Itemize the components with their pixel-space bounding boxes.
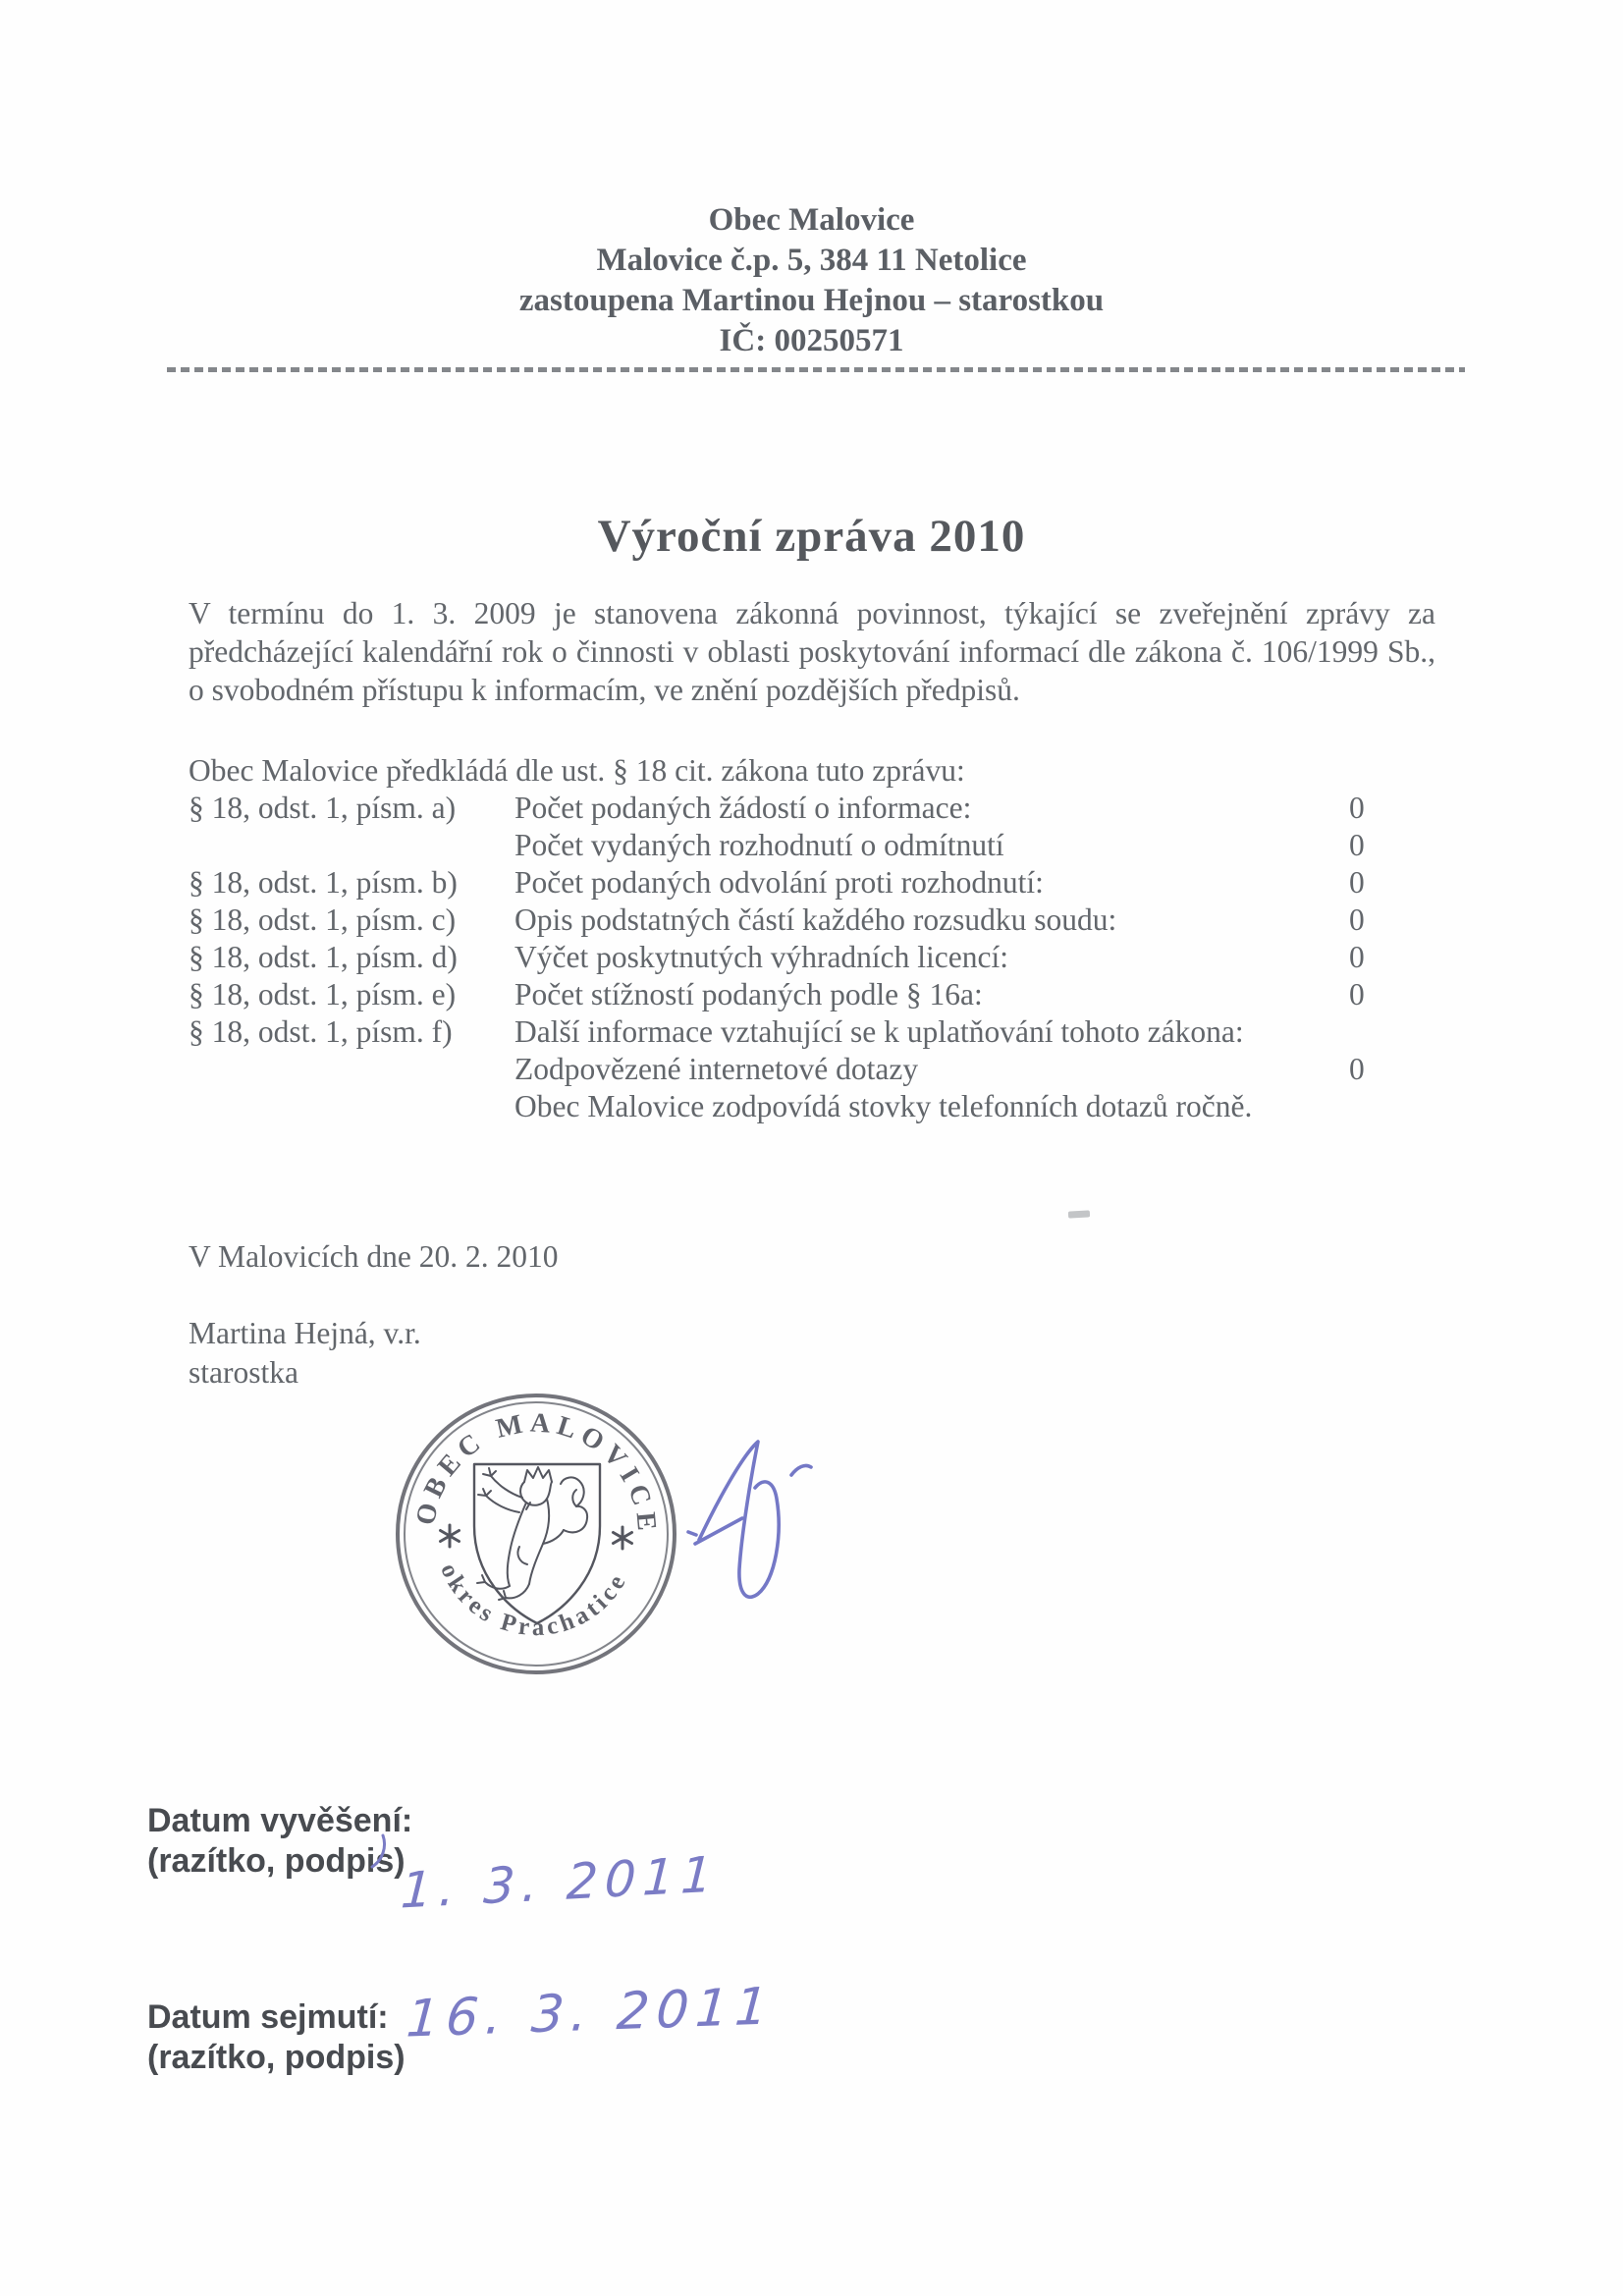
row-ref: § 18, odst. 1, písm. a) [189, 791, 457, 825]
row-ref: § 18, odst. 1, písm. d) [189, 940, 458, 974]
letterhead-address: Malovice č.p. 5, 384 11 Netolice [596, 243, 1027, 278]
stamp-lion-icon [477, 1467, 587, 1600]
row-text: Výčet poskytnutých výhradních licencí: [514, 940, 1008, 974]
table-row [189, 976, 1435, 1013]
pen-stroke-artifact [365, 1832, 391, 1872]
row-ref [189, 827, 514, 864]
table-row [189, 1088, 1435, 1125]
row-ref: § 18, odst. 1, písm. f) [189, 1014, 453, 1049]
signer-block [189, 1314, 421, 1393]
signer-role: starostka [189, 1355, 298, 1390]
intro-paragraph: V termínu do 1. 3. 2009 je stanovena zákonná povinnost, týkající se zveřejnění zprávy za předcházející kalendářní rok o činnosti v oblasti poskytování informací dle zákona č. 106/1999 Sb., o svobodném přístupu k informacím, ve znění pozdějších předpisů. [189, 596, 1435, 707]
row-value: 0 [1349, 1052, 1365, 1086]
scan-artifact-dash [1068, 1210, 1090, 1218]
removal-date-label: Datum sejmutí: [147, 1998, 389, 2036]
letterhead-org-name: Obec Malovice [708, 202, 915, 238]
signature-ink [685, 1434, 823, 1611]
row-text: Zodpovězené internetové dotazy [514, 1052, 919, 1086]
table-row [189, 790, 1435, 827]
row-text: Počet vydaných rozhodnutí o odmítnutí [514, 828, 1004, 862]
row-text: Počet podaných odvolání proti rozhodnutí: [514, 865, 1044, 900]
row-value: 0 [1349, 902, 1365, 937]
page-title: Výroční zpráva 2010 [597, 511, 1026, 562]
report-lead: Obec Malovice předkládá dle ust. § 18 cit. zákona tuto zprávu: [189, 753, 965, 788]
table-row [189, 864, 1435, 902]
handwritten-posted-date: 1. 3. 2011 [399, 1845, 721, 1920]
row-value: 0 [1349, 865, 1365, 900]
row-ref: § 18, odst. 1, písm. c) [189, 902, 457, 937]
row-ref [189, 1088, 514, 1125]
stamp-bottom-text: okres Prachatice [435, 1559, 633, 1642]
place-and-date: V Malovicích dne 20. 2. 2010 [189, 1239, 559, 1274]
removal-date-sublabel: (razítko, podpis) [147, 2039, 406, 2076]
row-text: Další informace vztahující se k uplatňování tohoto zákona: [514, 1014, 1244, 1049]
letterhead-ic-number: IČ: 00250571 [719, 323, 904, 358]
row-value [1349, 1013, 1435, 1051]
handwritten-removed-date: 16. 3. 2011 [405, 1977, 777, 2050]
stamp-star-left-icon [441, 1525, 460, 1547]
table-row [189, 827, 1435, 864]
row-text: Počet podaných žádostí o informace: [514, 791, 972, 825]
stamp-top-text: OBEC MALOVICE [409, 1407, 663, 1538]
row-ref: § 18, odst. 1, písm. e) [189, 977, 457, 1011]
row-ref: § 18, odst. 1, písm. b) [189, 865, 458, 900]
row-ref [189, 1051, 514, 1088]
table-row [189, 1051, 1435, 1088]
row-text: Obec Malovice zodpovídá stovky telefonních dotazů ročně. [514, 1089, 1253, 1123]
letterhead-representative: zastoupena Martinou Hejnou – starostkou [518, 283, 1105, 318]
row-text: Opis podstatných částí každého rozsudku soudu: [514, 902, 1117, 937]
row-value: 0 [1349, 791, 1365, 825]
table-row [189, 939, 1435, 976]
row-value [1349, 1088, 1435, 1125]
table-row [189, 1013, 1435, 1051]
dashed-separator [167, 367, 1465, 372]
stamp-shield-icon [474, 1464, 600, 1623]
row-value: 0 [1349, 940, 1365, 974]
posting-date-sublabel: (razítko, podpis) [147, 1842, 406, 1880]
report-section [189, 752, 1435, 1125]
letterhead [0, 200, 1623, 361]
official-stamp [389, 1387, 683, 1681]
row-value: 0 [1349, 828, 1365, 862]
row-value: 0 [1349, 977, 1365, 1011]
stamp-star-right-icon [614, 1527, 632, 1549]
table-row [189, 902, 1435, 939]
row-text: Počet stížností podaných podle § 16a: [514, 977, 983, 1011]
signer-name: Martina Hejná, v.r. [189, 1316, 421, 1350]
posting-date-label: Datum vyvěšení: [147, 1802, 413, 1839]
removal-date-block [147, 1997, 406, 2078]
